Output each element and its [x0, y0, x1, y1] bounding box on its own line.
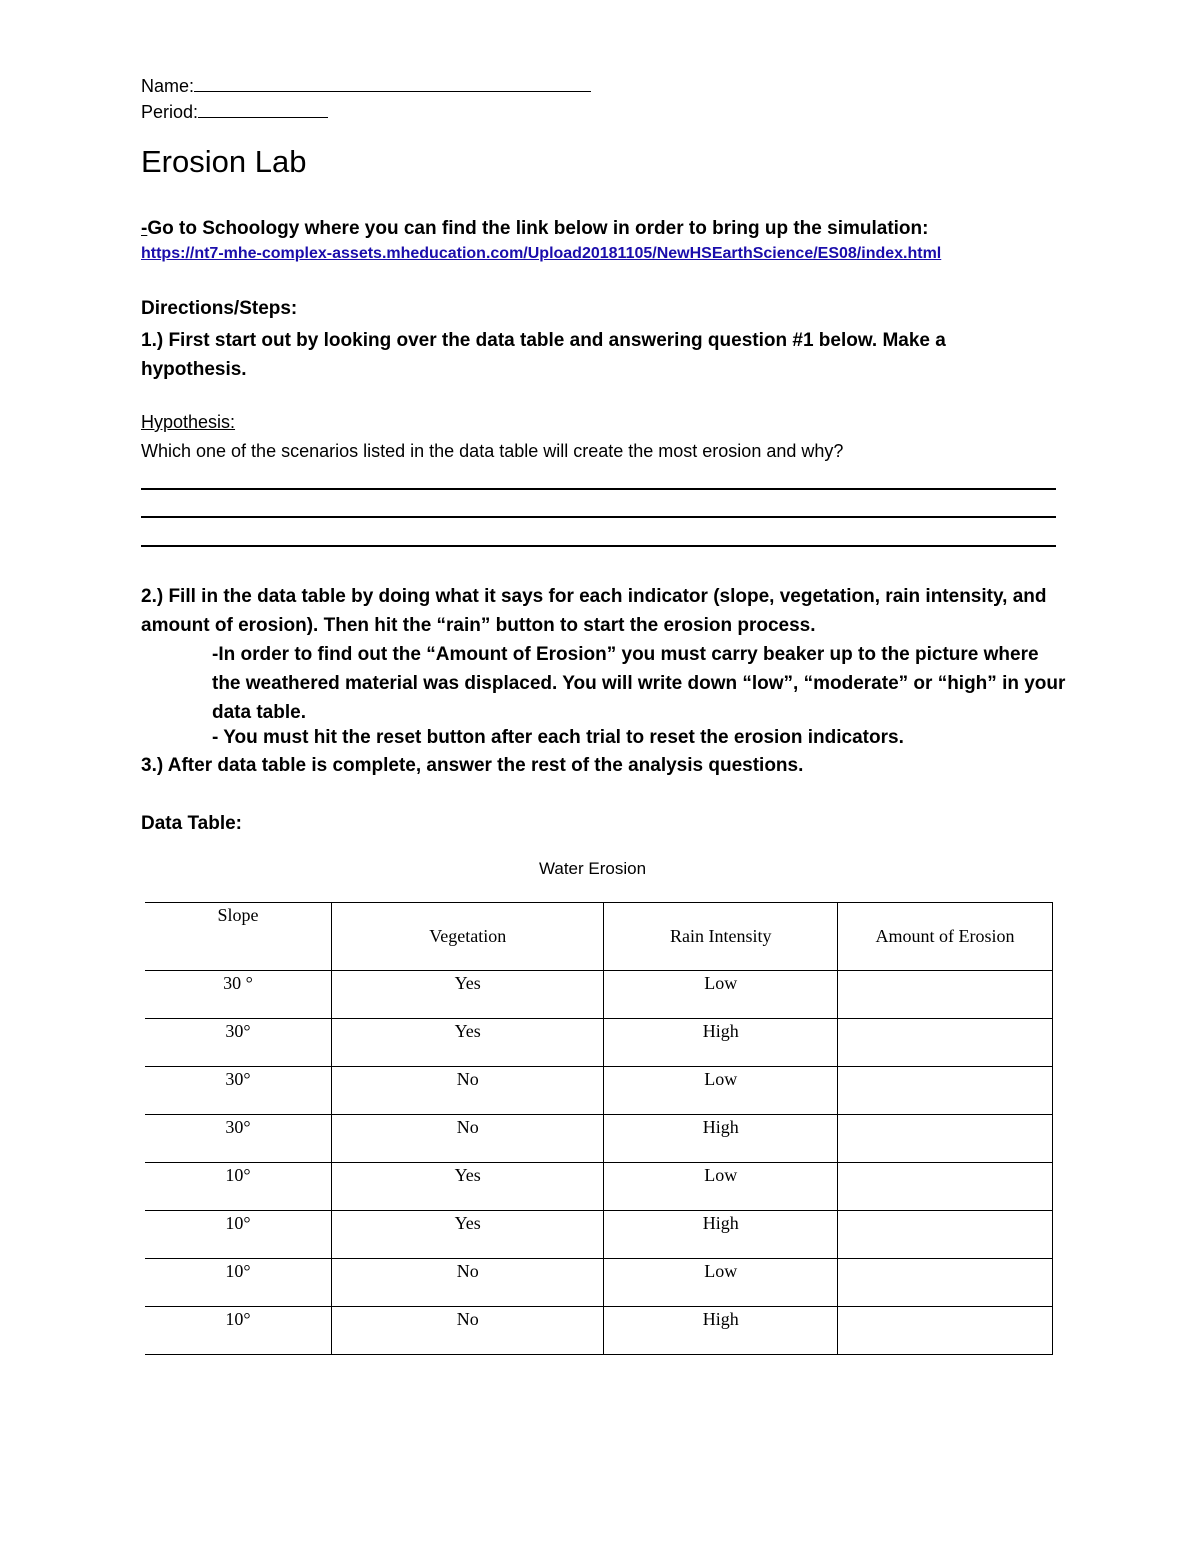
table-row [145, 1163, 1053, 1211]
period-blank[interactable] [198, 100, 328, 118]
table-row [145, 1067, 1053, 1115]
vegetation-cell: No [332, 1307, 604, 1355]
hypothesis-question: Which one of the scenarios listed in the data table will create the most erosion and why? [141, 441, 844, 461]
erosion-amount-cell[interactable] [838, 1115, 1053, 1163]
table-title: Water Erosion [538, 859, 647, 878]
slope-cell: 30° [145, 1019, 332, 1067]
name-blank[interactable] [194, 74, 591, 92]
rain-intensity-cell: Low [604, 1067, 838, 1115]
slope-cell: 10° [145, 1259, 332, 1307]
period-field[interactable] [141, 100, 328, 123]
column-header: Rain Intensity [604, 903, 838, 971]
slope-cell: 30° [145, 1115, 332, 1163]
step-2: 2.) Fill in the data table by doing what it says for each indicator (slope, vegetation, rain intensity, and amount of erosion). Then hit the “rain” button to start the erosion process. [141, 586, 1047, 636]
rain-intensity-cell: High [604, 1115, 838, 1163]
hypothesis-label: Hypothesis: [141, 412, 236, 432]
column-header: Vegetation [332, 903, 604, 971]
column-header: Amount of Erosion [838, 903, 1053, 971]
table-header-row [145, 903, 1053, 971]
answer-line[interactable] [141, 516, 1056, 518]
vegetation-cell: Yes [332, 1211, 604, 1259]
directions-heading: Directions/Steps: [141, 298, 298, 319]
intro-instruction: Go to Schoology where you can find the link below in order to bring up the simulation: [147, 218, 929, 239]
data-table [145, 902, 1053, 1355]
slope-cell: 30° [145, 1067, 332, 1115]
erosion-amount-cell[interactable] [838, 1307, 1053, 1355]
table-row [145, 1019, 1053, 1067]
slope-cell: 10° [145, 1163, 332, 1211]
step-1: 1.) First start out by looking over the data table and answering question #1 below. Make a hypothesis. [141, 330, 946, 380]
rain-intensity-cell: Low [604, 971, 838, 1019]
vegetation-cell: No [332, 1259, 604, 1307]
vegetation-cell: Yes [332, 1019, 604, 1067]
erosion-amount-cell[interactable] [838, 1067, 1053, 1115]
rain-intensity-cell: High [604, 1019, 838, 1067]
intro-dash: - [141, 218, 148, 239]
column-header: Slope [145, 903, 332, 971]
rain-intensity-cell: High [604, 1307, 838, 1355]
table-row [145, 1211, 1053, 1259]
table-row [145, 971, 1053, 1019]
erosion-amount-cell[interactable] [838, 1019, 1053, 1067]
page-title: Erosion Lab [141, 144, 307, 179]
slope-cell: 10° [145, 1307, 332, 1355]
simulation-link[interactable]: https://nt7-mhe-complex-assets.mheducation.com/Upload20181105/NewHSEarthScience/ES08/index.html [141, 245, 942, 262]
rain-intensity-cell: Low [604, 1163, 838, 1211]
data-table-heading: Data Table: [141, 813, 243, 834]
intro-text [141, 218, 928, 240]
erosion-amount-cell[interactable] [838, 1259, 1053, 1307]
answer-line[interactable] [141, 488, 1056, 490]
step-3: 3.) After data table is complete, answer the rest of the analysis questions. [141, 755, 804, 776]
table-row [145, 1307, 1053, 1355]
table-row [145, 1259, 1053, 1307]
period-label: Period: [141, 102, 199, 122]
slope-cell: 10° [145, 1211, 332, 1259]
erosion-amount-cell[interactable] [838, 1211, 1053, 1259]
rain-intensity-cell: Low [604, 1259, 838, 1307]
vegetation-cell: No [332, 1115, 604, 1163]
erosion-amount-cell[interactable] [838, 1163, 1053, 1211]
vegetation-cell: Yes [332, 971, 604, 1019]
rain-intensity-cell: High [604, 1211, 838, 1259]
vegetation-cell: No [332, 1067, 604, 1115]
step-2-note-2: - You must hit the reset button after each trial to reset the erosion indicators. [212, 727, 904, 748]
step-2-note-1: -In order to find out the “Amount of Erosion” you must carry beaker up to the picture where the weathered material was displaced. You will write down “low”, “moderate” or “high” in your data table. [212, 644, 1066, 723]
answer-line[interactable] [141, 545, 1056, 547]
table-row [145, 1115, 1053, 1163]
name-field[interactable] [141, 74, 591, 97]
name-label: Name: [141, 76, 195, 96]
vegetation-cell: Yes [332, 1163, 604, 1211]
erosion-amount-cell[interactable] [838, 971, 1053, 1019]
slope-cell: 30 ° [145, 971, 332, 1019]
